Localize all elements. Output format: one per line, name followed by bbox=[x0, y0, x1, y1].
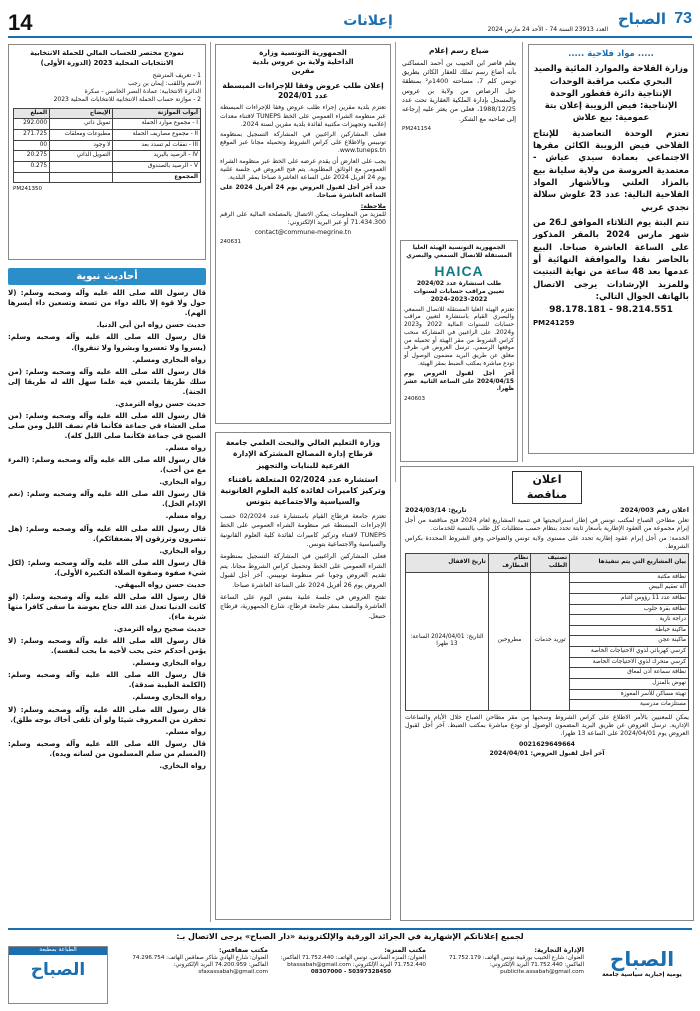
footer-right-logo bbox=[592, 946, 692, 1004]
carthage-body: تعتزم جامعة قرطاج القيام باستشارة عدد 02/2024 حسب الإجراءات المبسطة عبر منظومة الشراء العمومي على الخط TUNEPS لاقتناء وتركيز كاميرات لفائدة كلية العلوم القانونية والسياسية والاجتماعية بتونس. bbox=[220, 511, 386, 549]
hadith-source: حديث حسن رواه البيهقي. bbox=[114, 579, 206, 589]
campaign-cell: I - مجموع موارد الحملة bbox=[113, 119, 201, 130]
tender-item: ماكينة خياطة bbox=[570, 625, 689, 636]
form-line: الاسم واللقب: إيمان بن رجب bbox=[128, 79, 201, 87]
tender-item: آلة تعقيم البيض bbox=[570, 583, 689, 594]
tender-phone: 0021629649664 bbox=[519, 740, 575, 748]
hadith-text: قال رسول الله صلى الله عليه وآله وصحبه وسلم: (هل تنصرون وترزقون إلا بضعفائكم). bbox=[8, 523, 206, 543]
tender-category: توريد خدمات bbox=[531, 572, 570, 710]
tender-item: نظافة سماعة أذن لمعاق bbox=[570, 668, 689, 679]
campaign-form bbox=[8, 44, 206, 260]
carthage-ad bbox=[215, 432, 391, 920]
lost-notice bbox=[400, 44, 518, 234]
table-row bbox=[14, 119, 201, 130]
carthage-body2: فعلى المشاركين الراغبين في المشاركة التسجيل بمنظومة الشراء العمومي على الخط وتحميل كراس الشروط مجانا. يتم تقديم العروض وجوبا عبر منظومة تونيبس. آخر أجل لقبول العروض يوم 26 أفريل 2024 على الساعة العاشرة صباحا. bbox=[220, 552, 386, 589]
campaign-cell: 292.000 bbox=[14, 119, 50, 130]
hadith-text: قال رسول الله صلى الله عليه وآله وصحبه وسلم: (لا حول ولا قوة إلا بالله دواء من تسعة وتسعين داء أيسرها الهم). bbox=[8, 288, 206, 318]
hadith-source: رواه مسلم. bbox=[165, 511, 206, 521]
table-row bbox=[14, 140, 201, 151]
tender-footer: آخر أجل لقبول العروض: 2024/04/01 bbox=[489, 749, 605, 757]
column-divider bbox=[210, 42, 211, 922]
table-row bbox=[14, 151, 201, 162]
hadith-source: حديث حسن رواه الترمذي. bbox=[115, 398, 206, 408]
hadith-text: قال رسول الله صلى الله عليه وآله وصحبه وسلم: (لا يؤمن أحدكم حتى يحب لأخيه ما يحب لنفسه). bbox=[8, 636, 206, 656]
tender-th: بيان المشاريع التي يتم تنفيذها bbox=[570, 554, 689, 572]
campaign-cell: IV - الرصيد بالبريد bbox=[113, 151, 201, 162]
tender-deadline: التاريخ: 2024/04/01 الساعة: 13 ظهرا bbox=[406, 572, 489, 710]
campaign-cell: 0.275 bbox=[14, 161, 50, 172]
campaign-th: أبواب الموازنة bbox=[113, 108, 201, 119]
tender-number: اعلان رقم 2024/003 bbox=[620, 506, 689, 515]
agri-heading: ..... مواد فلاحية ..... bbox=[568, 49, 654, 59]
hadith-source: رواه البخاري. bbox=[159, 545, 206, 555]
tender-intro: تعلن مطاحن الصباح لمكتب تونس في إطار استراتيجيتها في تنمية المشاريع لعام 2024 فتح مناقصة من أجل إبرام مجموعة من العقود الإطارية بأسعار ثابتة تحدد بنظام حسب متطلبات كل طلب بالنسبة للخدمات. bbox=[405, 516, 689, 532]
campaign-th: المبلغ bbox=[14, 108, 50, 119]
hadith-text: قال رسول الله صلى الله عليه وآله وصحبه وسلم: (من سلك طريقا يلتمس فيه علما سهل الله له طريقا إلى الجنة). bbox=[8, 366, 206, 396]
haica-title: تعيين مراقب حسابات لسنوات 2022-2023-2024 bbox=[413, 288, 505, 304]
hadith-source: رواه البخاري ومسلم. bbox=[132, 354, 206, 364]
hadith-text: قال رسول الله صلى الله عليه وآله وصحبه وسلم: (يسروا ولا تعسروا وبشروا ولا تنفروا). bbox=[8, 332, 206, 352]
form-line: 1 - تعريف المترشح bbox=[152, 72, 201, 80]
tender-item: كرسي متحرك لذوي الاحتياجات الخاصة bbox=[570, 657, 689, 668]
hadith-text: قال رسول الله صلى الله عليه وآله وصحبه وسلم: (المسلم من سلم المسلمون من لسانه ويده). bbox=[8, 738, 206, 758]
megrine-contact-label: ملاحظة: bbox=[360, 202, 386, 210]
hadith-list bbox=[8, 288, 206, 771]
megrine-ad bbox=[215, 44, 391, 424]
haica-body: تعتزم الهيئة العليا المستقلة للاتصال السمعي والبصري القيام باستشارة لتعيين مراقب حسابات للسنوات المالية 2022 و2023 و2024. على الراغبين في المشاركة سحب كراس الشروط من مقر الهيئة أو تحميله من موقعها الرسمي. ترسل العروض في ظرف مغلق عن طريق البريد مضمون الوصول أو تودع مباشرة بمكتب الضبط بمقر الهيئة. bbox=[404, 306, 514, 368]
hadith-source: رواه مسلم. bbox=[165, 443, 206, 453]
megrine-ref: 240631 bbox=[220, 239, 241, 246]
haica-deadline: آخر أجل لقبول العروض يوم 2024/04/15 على الساعة الثانية عشر ظهرا. bbox=[404, 370, 514, 393]
right-logo-tag: يومية إخبارية سياسية جامعة bbox=[602, 972, 682, 979]
megrine-contact: للمزيد من المعلومات يمكن الاتصال بالمصلحة المالية على الرقم 71.434.300 أو عبر البريد الإلكتروني: bbox=[220, 210, 386, 226]
agri-ref: PM241259 bbox=[533, 319, 575, 328]
office-name: مكتب المنزه: bbox=[384, 946, 426, 954]
tender-ad bbox=[400, 466, 694, 921]
megrine-email: contact@commune-megrine.tn bbox=[254, 229, 352, 237]
haica-ref: 240603 bbox=[404, 396, 425, 403]
hadith-text: قال رسول الله صلى الله عليه وآله وصحبه وسلم: (الكلمة الطيبة صدقة). bbox=[8, 670, 206, 690]
agri-title: وزارة الفلاحة والموارد المائية والصيد البحري مكتب مراقبة الوحدات الإنتاجية دائرة قفطور الوحدة الإنتاجية: فيض الزويبة إعلان بتة عمومية: بيع علاش bbox=[533, 64, 689, 124]
column-divider bbox=[395, 42, 396, 482]
right-logo-text: الصباح bbox=[609, 947, 675, 971]
tender-item: نهوض بالمنزل bbox=[570, 679, 689, 690]
haica-ad bbox=[400, 240, 518, 462]
office-details: العنوان: المنزه السادس، تونس الهاتف: 71.752.440 الفاكس: 71.752.440 البريد الإلكتروني: btassabah@gmail.com bbox=[280, 954, 426, 968]
hadith-text: قال رسول الله صلى الله عليه وآله وصحبه وسلم: (نعم الإدام الخل). bbox=[8, 489, 206, 509]
tender-th: تصنيف الطلب bbox=[531, 554, 570, 572]
tender-date: تاريخ: 2024/03/14 bbox=[405, 506, 467, 515]
issue-line: العدد 23913 السنة 74 - الأحد 24 مارس 2024 bbox=[487, 26, 608, 33]
campaign-table bbox=[13, 108, 201, 183]
lost-body: يعلم قاصر ابن الحبيب بن أحمد المساكني بأنه أضاع رسم تملك للعقار الكائن بطريق تونس كلم 7، مساحته 1400م² بمنطقة جبل الرصاص من ولاية بن عروس والمسجل بإدارة الملكية العقارية تحت عدد 1988/12/25، فعلى من يعثر عليه إرجاعه إلى صاحبه مع الشكر. bbox=[402, 58, 516, 123]
tender-item: مستلزمات مدرسية bbox=[570, 700, 689, 711]
office-name: الإدارة التجارية: bbox=[534, 946, 584, 954]
agri-footer: تتم البتة يوم الثلاثاء الموافق لـ26 من شهر مارس 2024 بالمقر المذكور على الساعة العاشرة صباحا. البيع بالحاضر نقدا والموافقة النهائية أو عدمها بعد 48 ساعة من نهاية التبتيت وللمزيد الإرشادات يرجى الاتصال بالهاتف الجوال التالي: bbox=[533, 217, 690, 302]
print-label: الطباعة بمطبعة bbox=[9, 947, 107, 955]
megrine-deadline: حدد آخر أجل لقبول العروض يوم 24 أفريل 2024 على الساعة العاشرة صباحا. bbox=[220, 184, 386, 200]
hadith-section bbox=[8, 268, 206, 920]
campaign-cell: 271.725 bbox=[14, 129, 50, 140]
hadith-source: رواه البخاري. bbox=[159, 760, 206, 770]
campaign-cell: المجموع bbox=[113, 172, 201, 183]
table-row bbox=[14, 172, 201, 183]
logo-text: الصباح bbox=[617, 10, 666, 28]
campaign-th: الإيضاح bbox=[50, 108, 113, 119]
campaign-cell bbox=[50, 161, 113, 172]
hadith-text: قال رسول الله صلى الله عليه وآله وصحبه وسلم: (لكل شيء صفوة وصفوة الصلاة التكبيرة الأولى). bbox=[8, 557, 206, 577]
hadith-text: قال رسول الله صلى الله عليه وآله وصحبه وسلم: (من صلى العشاء في جماعة فكأنما قام نصف الليل ومن صلى الصبح في جماعة فكأنما صلى الليل كله). bbox=[8, 410, 206, 440]
column-divider bbox=[522, 42, 523, 462]
hadith-source: رواه البخاري ومسلم. bbox=[132, 658, 206, 668]
megrine-body2: فعلى المشاركين الراغبين في المشاركة التسجيل بمنظومة تونيبس والاطلاع على كراس الشروط وتحميله مجانا عبر الموقع www.tuneps.tn. bbox=[220, 131, 386, 155]
hadith-source: رواه مسلم. bbox=[165, 726, 206, 736]
office-details: العنوان: شارع الهادي شاكر صفاقس الهاتف: 74.296.754 الفاكس: 74.200.959 البريد الإلكتروني: sfaxassabah@gmail.com bbox=[132, 954, 268, 976]
masthead-logo bbox=[614, 8, 692, 34]
tender-system: مطروحين bbox=[488, 572, 530, 710]
campaign-cell: II - مجموع مصاريف الحملة bbox=[113, 129, 201, 140]
haica-logo: HAICA bbox=[434, 262, 484, 279]
tender-item: ماكينة عجن bbox=[570, 636, 689, 647]
tender-item: دراجة نارية bbox=[570, 615, 689, 626]
campaign-cell: لا وجود bbox=[50, 140, 113, 151]
tender-item: نظافة مكتبة bbox=[570, 572, 689, 583]
footer-banner: لجميع إعلاناتكم الإشهارية في الجرائد الورقية والإلكترونية «دار الصباح» يرجى الاتصال بـ: bbox=[176, 932, 524, 941]
campaign-cell: التمويل الذاتي bbox=[50, 151, 113, 162]
footer-print-logo bbox=[8, 946, 108, 1004]
tender-intro2: الخدمة: من أجل إبرام عقود إطارية تحدد على مستوى ولاية تونس والضواحي وفق الشروط المحددة بكراس الشروط. bbox=[405, 534, 689, 551]
hadith-source: حديث صحيح رواه الترمذي. bbox=[114, 624, 206, 634]
campaign-cell: 00 bbox=[14, 140, 50, 151]
campaign-cell bbox=[14, 172, 50, 183]
page-header bbox=[8, 8, 692, 38]
megrine-number: عدد 2024/01 bbox=[278, 90, 328, 100]
hadith-text: قال رسول الله صلى الله عليه وآله وصحبه وسلم: (لو كانت الدنيا تعدل عند الله جناح بعوضة ما سقى كافرا منها شربة ماء). bbox=[8, 591, 206, 621]
form-ref: PM241350 bbox=[13, 186, 43, 193]
tender-item: تهيئة مساكن للأسر المعوزة bbox=[570, 689, 689, 700]
lost-title: ضياع رسم إعلام bbox=[429, 46, 489, 55]
office-phones: 08307000 - 50397328450 bbox=[310, 969, 392, 976]
campaign-cell: 20.275 bbox=[14, 151, 50, 162]
campaign-cell: مطبوعات ومعلقات bbox=[50, 129, 113, 140]
agri-phones: 98.178.181 - 98.214.551 bbox=[549, 305, 673, 316]
hadith-source: رواه البخاري ومسلم. bbox=[132, 692, 206, 702]
carthage-org: وزارة التعليم العالي والبحث العلمي جامعة قرطاج إدارة المصالح المشتركة الإدارة الفرعية للبنايات والتجهيز bbox=[225, 438, 381, 470]
footer-office bbox=[118, 946, 268, 977]
print-logo-text: الصباح bbox=[30, 959, 86, 980]
hadith-text: قال رسول الله صلى الله عليه وآله وصحبه وسلم: (المرء مع من أحب). bbox=[8, 455, 206, 475]
megrine-body: تعتزم بلدية مقرين إجراء طلب عروض وفقا للإجراءات المبسطة عبر منظومة الشراء العمومي على الخط TUNEPS لاقتناء معدات إعلامية وتجهيزات مكتبية لفائدة بلدية مقرين لسنة 2024. bbox=[220, 104, 386, 128]
hadith-text: قال رسول الله صلى الله عليه وآله وصحبه وسلم: (لا تحقرن من المعروف شيئا ولو أن تلقى أخاك بوجه طلق). bbox=[8, 704, 206, 724]
campaign-cell bbox=[50, 172, 113, 183]
tender-item: نظافة بقرة حلوب bbox=[570, 604, 689, 615]
footer-office bbox=[434, 946, 584, 977]
form-line: الدائرة الانتخابية: عمادة النصر الخامس - سكرة bbox=[84, 87, 201, 95]
hadith-source: رواه البخاري. bbox=[159, 477, 206, 487]
office-details: العنوان: شارع الحبيب بورقيبة تونس الهاتف: 71.752.179 الفاكس: 71.752.440 البريد الإلكتروني: publicite.assabah@gmail.com bbox=[448, 954, 584, 976]
lost-ref: PM241154 bbox=[402, 125, 432, 132]
tender-title: اعلان مناقصة bbox=[512, 471, 582, 504]
campaign-cell: V - الرصيد بالصندوق bbox=[113, 161, 201, 172]
form-title: نموذج مختصر للحساب المالي للحملة الانتخابية الانتخابات المحلية 2023 (الدورة الأولى) bbox=[30, 49, 184, 67]
tender-item: كرسي كهربائي لذوي الاحتياجات الخاصة bbox=[570, 647, 689, 658]
megrine-title: إعلان طلب عروض وفقا للإجراءات المبسطة bbox=[222, 80, 384, 90]
carthage-body3: تفتح العروض في جلسة علنية بنفس اليوم على الساعة العاشرة والنصف بمقر جامعة قرطاج، شارع الجمهورية، قرطاج حنبعل. bbox=[220, 592, 386, 620]
section-title: إعلانات bbox=[343, 13, 393, 29]
table-row bbox=[14, 129, 201, 140]
campaign-cell: III - نفقات لم تسدد بعد bbox=[113, 140, 201, 151]
footer-office bbox=[276, 946, 426, 977]
form-line: 2 - موازنة حساب الحملة الانتخابية للانتخابات المحلية 2023 bbox=[53, 95, 201, 103]
logo-number: 73 bbox=[674, 10, 692, 27]
tender-th: نظام المطارف bbox=[488, 554, 530, 572]
office-name: مكتب صفاقس: bbox=[218, 946, 268, 954]
haica-org: الجمهورية التونسية الهيئة العليا المستقلة للاتصال السمعي والبصري bbox=[406, 244, 512, 259]
tender-notes: يمكن للمعنيين بالأمر الاطلاع على كراس الشروط وسحبها من مقر مطاحن الصباح خلال الأيام والساعات الإدارية. ترسل العروض عن طريق البريد المضمون الوصول أو تودع مباشرة بمكتب الضبط. آخر أجل لقبول العروض يوم 2024/04/01 على الساعة 13 ظهرا. bbox=[405, 713, 689, 738]
tender-item: نظافة عدد 11 رؤوس أغنام bbox=[570, 593, 689, 604]
agri-body: تعتزم الوحدة التعاضدية للإنتاج الفلاحي فيض الزويبة الكائن مقرها الاجتماعي بعمادة سيدي عياش - معتمدية العروسة من ولاية سليانة بيع بالمزاد العلني وبالأشهار المواد الفلاحية التالية: عدد 23 علوش سلالة نجدي عربي bbox=[533, 128, 689, 213]
carthage-title: استشارة عدد 02/2024 المتعلقة باقتناء وتركيز كاميرات لفائدة كلية العلوم القانونية والسياسية والاجتماعية بتونس bbox=[220, 474, 386, 507]
page-number: 14 bbox=[8, 10, 33, 35]
tender-table bbox=[405, 553, 689, 711]
hadith-source: حديث حسن رواه ابن أبي الدنيا. bbox=[96, 320, 206, 330]
agri-ad bbox=[528, 44, 694, 454]
table-row bbox=[14, 161, 201, 172]
hadith-title: أحاديث نبوية bbox=[8, 268, 206, 285]
megrine-conditions: يجب على العارض أن يقدم عرضه على الخط عبر منظومة الشراء العمومي مع الوثائق المطلوبة. يتم فتح العروض في جلسة علنية يوم 24 أفريل 2024 على الساعة العاشرة صباحا بمقر البلدية. bbox=[220, 157, 386, 181]
megrine-org: الجمهورية التونسية وزارة الداخلية ولاية بن عروس بلدية مقرين bbox=[252, 49, 354, 76]
page-footer bbox=[8, 928, 692, 1004]
haica-sub: طلب استشارة عدد 2024/02 bbox=[416, 280, 502, 288]
campaign-cell: تمويل ذاتي bbox=[50, 119, 113, 130]
tender-th: تاريخ الاقفال bbox=[406, 554, 489, 572]
